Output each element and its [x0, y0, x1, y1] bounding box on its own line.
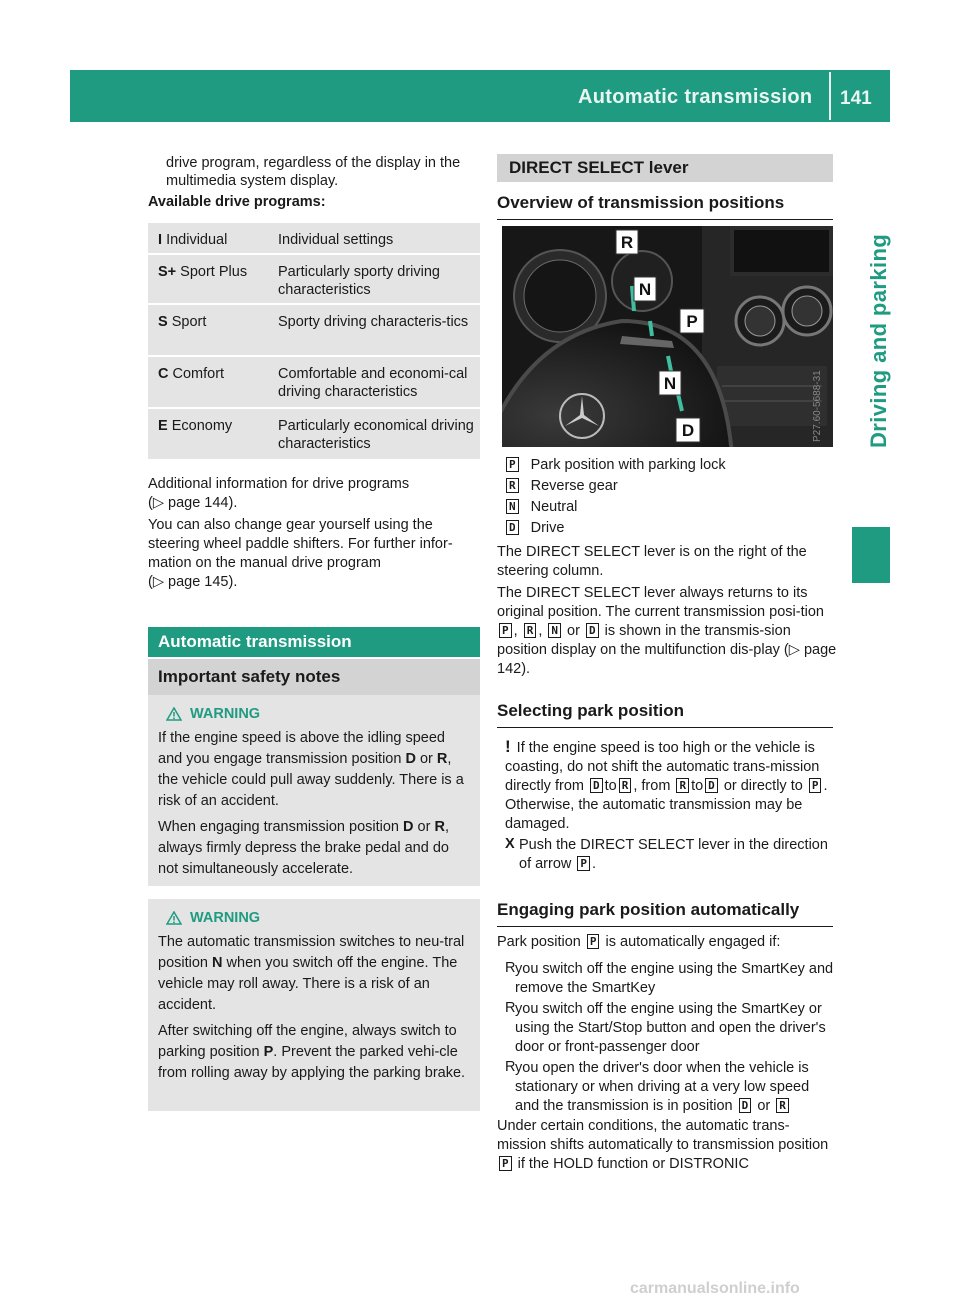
text: is automatically engaged if:	[605, 934, 781, 950]
position-key: P	[577, 856, 590, 871]
program-code: S+	[158, 264, 177, 280]
figure-label-r	[616, 230, 638, 254]
warning-paragraph	[158, 1021, 472, 1084]
position-key: D	[590, 778, 603, 793]
svg-text:N: N	[638, 280, 652, 299]
lever-location	[497, 543, 837, 581]
list-item	[505, 960, 835, 998]
figure-label-n	[634, 277, 656, 301]
position-d: D	[403, 819, 414, 835]
position-d: D	[405, 751, 416, 767]
direct-select-bar: DIRECT SELECT lever	[497, 154, 833, 182]
list-item	[506, 454, 726, 475]
position-key: N	[506, 499, 519, 514]
svg-text:N: N	[663, 374, 677, 393]
text: . Prevent the parked vehi-cle from rolling away by applying the parking brake.	[158, 1044, 466, 1081]
program-cell	[148, 305, 258, 355]
position-key: P	[809, 778, 822, 793]
paddle-info	[148, 516, 484, 592]
warning-paragraph	[158, 728, 472, 812]
additional-info-text: Additional information for drive programs	[148, 476, 410, 492]
figure-label-d	[676, 418, 700, 442]
position-n: N	[212, 955, 223, 971]
warning-header	[158, 909, 472, 927]
program-name: Economy	[171, 418, 233, 434]
bullet-icon: R	[505, 1059, 516, 1075]
text: , always firmly depress the brake pedal and do not simultaneously accelerate.	[158, 819, 449, 877]
text: you open the driver's door when the vehicle is stationary or when driving at a very low speed and the transmission is in position	[515, 1060, 810, 1114]
step-arrow-icon: X	[505, 836, 515, 852]
position-key: R	[619, 778, 632, 793]
closing-paragraph	[497, 1117, 837, 1174]
warning-paragraph	[158, 932, 472, 1016]
step-row	[505, 836, 835, 874]
selecting-heading: Selecting park position	[497, 701, 833, 728]
overview-heading: Overview of transmission positions	[497, 193, 833, 220]
position-r: R	[434, 819, 445, 835]
table-row	[148, 357, 480, 409]
subsection-title: Important safety notes	[148, 659, 480, 695]
text: ,	[538, 623, 543, 639]
program-code: E	[158, 418, 168, 434]
lever-returns	[497, 584, 837, 679]
text: The automatic transmission switches to neu-tral position	[158, 934, 465, 971]
direct-select-figure	[502, 226, 833, 447]
svg-text:D: D	[681, 421, 695, 440]
position-key: R	[676, 778, 689, 793]
lead-text: drive program, regardless of the display in the multimedia system display.	[166, 155, 461, 189]
position-key: R	[506, 478, 519, 493]
warning-header	[158, 705, 472, 723]
table-row	[148, 255, 480, 305]
figure-label-p	[680, 309, 704, 333]
engaging-heading: Engaging park position automatically	[497, 900, 833, 927]
program-name: Sport Plus	[180, 264, 248, 280]
position-label: Neutral	[530, 498, 578, 515]
position-label: Reverse gear	[530, 477, 618, 494]
text: Push the DIRECT SELECT lever in the direction of arrow	[519, 837, 828, 872]
program-code: S	[158, 314, 168, 330]
program-cell	[148, 409, 258, 459]
figure-code: P27.60-5688-31	[812, 370, 823, 442]
svg-text:R: R	[620, 233, 634, 252]
available-heading: Available drive programs:	[148, 194, 326, 210]
position-key: D	[506, 520, 519, 535]
warning-label: WARNING	[190, 910, 261, 926]
text: is shown in the transmis-sion position display on the multifunction dis-play (▷ page 142).	[497, 623, 837, 677]
list-item	[506, 496, 726, 517]
bullet-text	[515, 1059, 835, 1116]
program-description: Sporty driving characteris-tics	[278, 314, 469, 330]
text: or	[415, 751, 437, 767]
text: Park position	[497, 934, 581, 950]
text: .	[592, 856, 597, 872]
text: The DIRECT SELECT lever always returns to its original position. The current transmission posi-tion	[497, 585, 824, 620]
step-text	[519, 836, 835, 874]
position-r: R	[436, 751, 448, 767]
paddle-text: You can also change gear yourself using the steering wheel paddle shifters. For further infor-mation on the manual drive program	[148, 517, 453, 571]
text: Under certain conditions, the automatic trans-mission shifts automatically to transmission position	[497, 1118, 829, 1153]
position-key: R	[776, 1098, 789, 1113]
list-item	[506, 475, 726, 496]
program-code: C	[158, 366, 169, 382]
text: to	[604, 778, 617, 794]
table-row	[148, 223, 480, 255]
closing-text	[497, 1117, 837, 1174]
position-key: D	[586, 623, 599, 638]
program-name: Individual	[166, 232, 228, 248]
engaging-lead	[497, 933, 837, 952]
program-description: Comfortable and economi-cal driving characteristics	[278, 366, 468, 400]
text: After switching off the engine, always switch to parking position	[158, 1023, 457, 1060]
page-reference-link[interactable]: (▷ page 145).	[148, 574, 238, 590]
footer-watermark: carmanualsonline.info	[630, 1280, 800, 1297]
program-description: Particularly sporty driving characteristics	[278, 264, 440, 298]
text: or	[567, 623, 580, 639]
bullet-icon: R	[505, 1000, 516, 1016]
position-label: Drive	[530, 519, 565, 536]
condition-list	[505, 960, 835, 1116]
program-cell	[148, 357, 258, 407]
text: . Otherwise, the automatic transmission may be damaged.	[505, 778, 828, 832]
drive-programs-table	[148, 223, 480, 461]
additional-info	[148, 475, 484, 513]
list-item	[505, 1000, 835, 1057]
warning-triangle-icon	[166, 911, 182, 925]
table-row	[148, 305, 480, 357]
page-reference-link[interactable]: (▷ page 144).	[148, 495, 238, 511]
text: to	[691, 778, 704, 794]
program-description: Individual settings	[278, 232, 394, 248]
text: ,	[513, 623, 518, 639]
bullet-icon: R	[505, 960, 516, 976]
text: If the engine speed is too high or the vehicle is coasting, do not shift the automatic trans-mission directly from	[505, 740, 820, 794]
position-key: N	[548, 623, 561, 638]
program-name: Comfort	[172, 366, 225, 382]
program-description: Particularly economical driving characteristics	[278, 418, 474, 452]
table-row	[148, 409, 480, 461]
list-item	[506, 517, 726, 538]
position-key: P	[506, 457, 519, 472]
caution-note	[505, 737, 835, 834]
figure-label-n	[659, 371, 681, 395]
position-key: D	[705, 778, 718, 793]
warning-triangle-icon	[166, 707, 182, 721]
program-cell	[148, 255, 258, 303]
header-divider	[829, 72, 831, 120]
text: , the vehicle could pull away suddenly. There is a risk of an accident.	[158, 751, 464, 809]
engaging-lead-text	[497, 933, 837, 952]
bullet-text: you switch off the engine using the SmartKey or using the Start/Stop button and open the driver's door or front-passenger door	[515, 1001, 826, 1055]
warning-paragraph	[158, 817, 472, 880]
list-item	[505, 1059, 835, 1116]
position-key: P	[587, 934, 600, 949]
position-key: R	[524, 623, 537, 638]
lever-location-text: The DIRECT SELECT lever is on the right of the steering column.	[497, 544, 807, 579]
steering-wheel-illustration	[502, 226, 833, 447]
position-key: P	[499, 1156, 512, 1171]
page-number: 141	[840, 88, 872, 109]
program-code: I	[158, 232, 163, 248]
instruction-step	[505, 836, 835, 874]
text: When engaging transmission position	[158, 819, 404, 835]
text: or directly to	[723, 778, 803, 794]
warning-label: WARNING	[190, 706, 261, 722]
caution-text	[505, 737, 835, 834]
position-key: D	[739, 1098, 752, 1113]
text: or	[757, 1098, 771, 1114]
side-tab-block	[852, 527, 890, 583]
program-name: Sport	[171, 314, 207, 330]
section-title: Automatic transmission	[148, 627, 480, 657]
page-title: Automatic transmission	[578, 86, 813, 108]
warning-box	[148, 695, 480, 886]
text: , from	[633, 778, 671, 794]
svg-text:P: P	[686, 312, 698, 331]
lever-returns-text	[497, 584, 837, 679]
caution-icon: !	[505, 737, 511, 756]
position-legend	[506, 454, 726, 538]
position-p: P	[263, 1044, 274, 1060]
text: when you switch off the engine. The vehicle may roll away. There is a risk of an accident.	[158, 955, 458, 1013]
position-label: Park position with parking lock	[530, 456, 726, 473]
bullet-text: you switch off the engine using the SmartKey and remove the SmartKey	[515, 961, 834, 996]
warning-box	[148, 899, 480, 1111]
program-cell	[148, 223, 258, 253]
text: if the HOLD function or DISTRONIC	[517, 1156, 749, 1172]
position-key: P	[499, 623, 512, 638]
text: If the engine speed is above the idling speed and you engage transmission position	[158, 730, 445, 767]
text: or	[413, 819, 435, 835]
side-tab-label: Driving and parking	[866, 233, 891, 448]
